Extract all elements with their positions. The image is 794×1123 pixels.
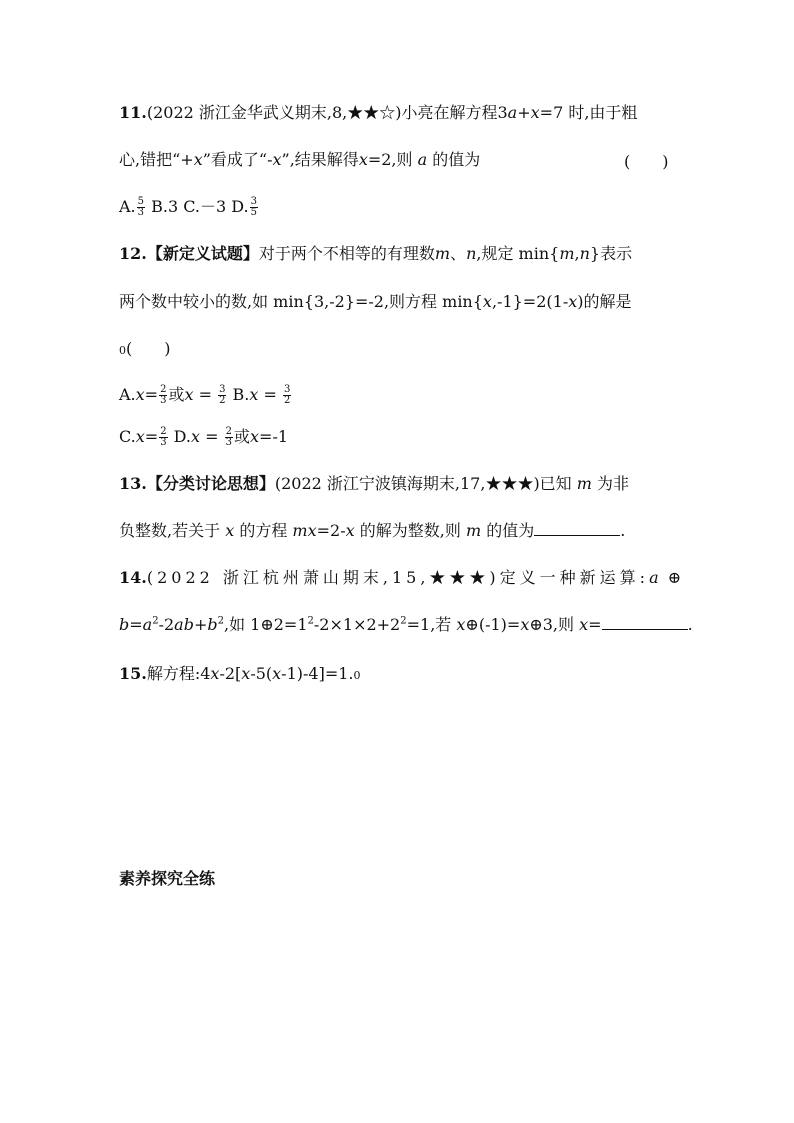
fraction: $\frac{2}{3}$ [225,426,232,448]
q12-option-a[interactable]: A.x= $\frac{2}{3}$ 或x = $\frac{3}{2}$ [119,384,226,406]
q11-option-a[interactable]: A. $\frac{5}{3}$ [119,196,145,218]
q12-line2: 两个数中较小的数,如 min{3,-2}=-2,则方程 min{x,-1}=2(1-x)的解是 [119,292,632,311]
fraction: $\frac{5}{3}$ [137,196,145,218]
q12-options-ab [119,384,292,406]
section-title: 素养探究全练 [119,869,216,888]
q12-option-c[interactable]: C.x= $\frac{2}{3}$ [119,426,167,448]
q12-number: 12. [119,244,147,263]
q13-line2: 负整数,若关于 x 的方程 mx=2-x 的解为整数,则 m 的值为 . [119,521,626,540]
q11-line1: 11.(2022 浙江金华武义期末,8,★★☆)小亮在解方程3a+x=7 时,由于粗 [119,103,638,122]
q15-number: 15. [119,664,147,683]
q12-answer-paren: ( ) [126,339,171,358]
fraction: $\frac{3}{5}$ [250,196,257,218]
q12-option-d[interactable]: D.x = $\frac{2}{3}$ 或x=-1 [173,426,289,448]
q12-line3: 0( ) [119,339,171,358]
q11-line2: 心,错把“+x”看成了“-x”,结果解得x=2,则 a 的值为 [119,150,481,169]
q13-tag: 【分类讨论思想】 [146,474,275,493]
q13-answer-blank[interactable] [534,521,620,536]
q14-answer-blank[interactable] [602,615,688,630]
fraction: $\frac{2}{3}$ [160,426,167,448]
q13-number: 13. [119,474,147,493]
q11-option-c[interactable]: C.－3 [183,197,227,216]
q11-option-d[interactable]: D. $\frac{3}{5}$ [231,196,257,218]
fraction: $\frac{3}{2}$ [219,384,226,406]
fraction: $\frac{3}{2}$ [284,384,291,406]
q13-line1: 13.【分类讨论思想】(2022 浙江宁波镇海期末,17,★★★)已知 m 为非 [119,474,630,493]
q12-option-b[interactable]: B.x = $\frac{3}{2}$ [232,384,291,406]
q14-line1: 14.(2022 浙江杭州萧山期末,15,★★★)定义一种新运算:a ⊕ [119,568,682,587]
q14-line2: $b=a^2-2ab+b^2$,如 $1\oplus 2=1^2-2\times 1\times 2+2^2=1$,若 x⊕(-1)=x⊕3,则 x= . [119,615,693,634]
q12-options-cd [119,426,288,448]
q14-number: 14. [119,568,147,587]
q11-options [119,196,259,218]
q11-answer-paren: ( ) [624,152,669,171]
q11-option-b[interactable]: B.3 [151,197,179,216]
q12-tag: 【新定义试题】 [146,244,259,263]
fraction: $\frac{2}{3}$ [160,384,167,406]
q12-line1: 12.【新定义试题】对于两个不相等的有理数m、n,规定 min{m,n}表示 [119,244,633,263]
q15-line: 15.解方程:4x-2[x-5(x-1)-4]=1.0 [119,664,361,683]
q11-number: 11. [119,103,147,122]
